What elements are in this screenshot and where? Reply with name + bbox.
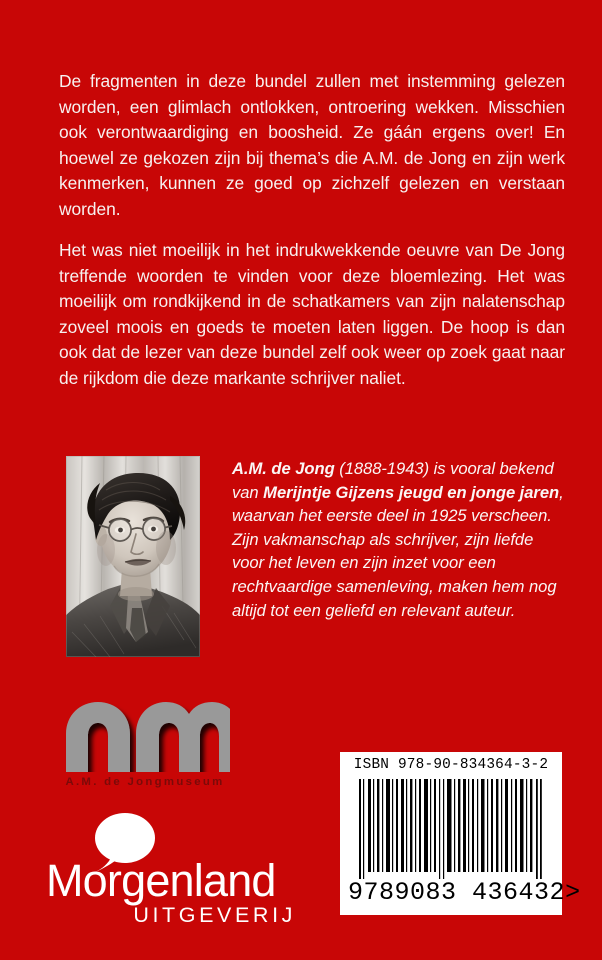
author-portrait-photo [66,456,200,657]
museum-name-label: A.M. de Jongmuseum [65,776,225,788]
publisher-subtitle-label: UITGEVERIJ [133,903,296,927]
publisher-name-label: Morgenland [46,855,276,906]
author-work-title: Merijntje Gijzens jeugd en jonge jaren [263,482,560,502]
blurb-paragraph-1 [59,69,565,223]
publisher-logo[interactable] [46,812,298,927]
barcode-bars-graphic [357,779,547,879]
museum-logo[interactable] [47,700,243,796]
nm-monogram-icon [64,700,230,772]
barcode-digit-main: 789083 436432 [363,878,566,907]
author-bio-text [232,457,565,622]
isbn-barcode [340,752,581,915]
author-lifespan: (1888-1943) is vooral bekend van [232,459,554,502]
isbn-number-label: ISBN 978-90-834364-3-2 [353,757,549,773]
blurb-paragraph-1-text: De fragmenten in deze bundel zullen met instemming gelezen worden, een glimlach ontlokken, ontroering wekken. Misschien ook verontwaardiging en boosheid. Ze gáán ergens over! En hoewel ze gekozen zijn bij thema’s die A.M. de Jong en zijn werk kenmerken, kunnen ze goed op zichzelf gelezen en verstaan worden. [59,71,565,219]
author-bio-block [59,452,565,667]
blurb-paragraph-2 [59,238,565,392]
blurb-paragraph-2-text: Het was niet moeilijk in het indrukwekkende oeuvre van De Jong treffende woorden te vinden voor deze bloemlezing. Het was moeilijk om rondkijkend in de schatkamers van zijn nalatenschap zoveel moois en goeds te moeten laten liggen. De hoop is dan ook dat de lezer van deze bundel zelf ook weer op zoek gaat naar de rijkdom die deze markante schrijver naliet. [59,240,565,388]
author-name: A.M. de Jong [232,459,335,478]
barcode-digit-right: > [565,878,581,907]
barcode-digit-left: 9 [348,878,364,907]
barcode-digits-label [348,878,581,907]
author-bio-rest: , waarvan het eerste deel in 1925 verscheen. Zijn vakmanschap als schrijver, zijn liefde voor het leven en zijn inzet voor een rechtvaardige samenleving, maken hem nog altijd tot een geliefd en relevant auteur. [232,482,564,620]
